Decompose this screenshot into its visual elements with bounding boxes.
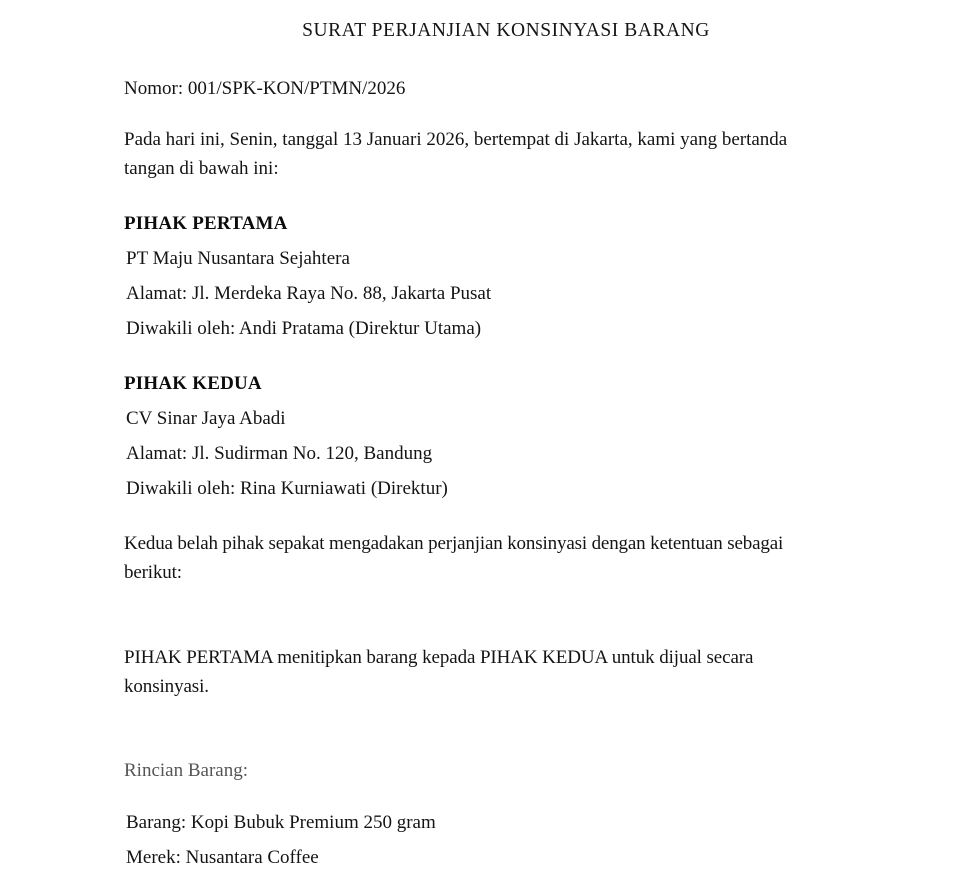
party-two-company-name: CV Sinar Jaya Abadi <box>126 408 286 429</box>
party-one-representative: Diwakili oleh: Andi Pratama (Direktur Utama) <box>126 318 482 339</box>
party-one-heading: PIHAK PERTAMA <box>124 213 288 234</box>
item-brand-line: Merek: Nusantara Coffee <box>126 847 319 868</box>
item-details-heading: Rincian Barang: <box>124 760 248 781</box>
document-title: SURAT PERJANJIAN KONSINYASI BARANG <box>302 20 710 41</box>
document-body <box>124 70 840 872</box>
party-two-address: Alamat: Jl. Sudirman No. 120, Bandung <box>126 443 433 464</box>
party-one-address: Alamat: Jl. Merdeka Raya No. 88, Jakarta Pusat <box>126 283 492 304</box>
document-number: Nomor: 001/SPK-KON/PTMN/2026 <box>124 78 406 99</box>
clause-one-paragraph: PIHAK PERTAMA menitipkan barang kepada PIHAK KEDUA untuk dijual secara konsinyasi. <box>124 647 754 697</box>
party-two-representative: Diwakili oleh: Rina Kurniawati (Direktur) <box>126 478 448 499</box>
party-two-heading: PIHAK KEDUA <box>124 373 262 394</box>
agreement-intro-paragraph: Kedua belah pihak sepakat mengadakan perjanjian konsinyasi dengan ketentuan sebagai berikut: <box>124 533 784 583</box>
opening-paragraph: Pada hari ini, Senin, tanggal 13 Januari 2026, bertempat di Jakarta, kami yang bertanda tangan di bawah ini: <box>124 129 788 179</box>
party-one-company-name: PT Maju Nusantara Sejahtera <box>126 248 350 269</box>
item-name-line: Barang: Kopi Bubuk Premium 250 gram <box>126 812 436 833</box>
